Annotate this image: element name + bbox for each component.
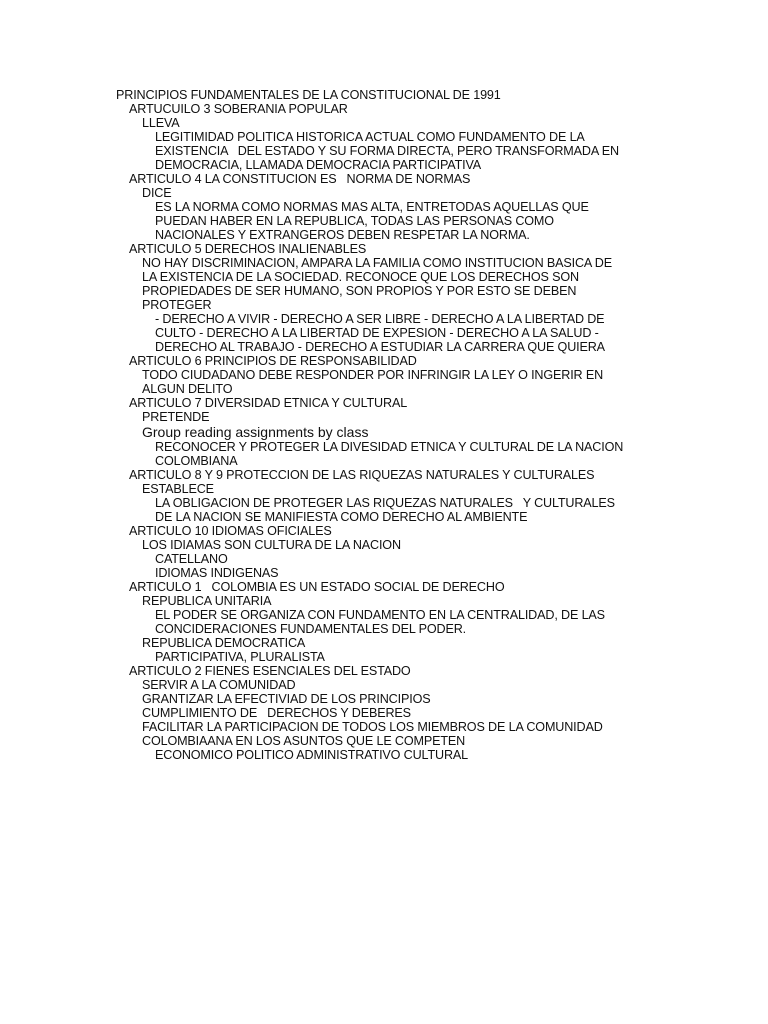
sub-heading: CUMPLIMIENTO DE DERECHOS Y DEBERES [142,706,411,720]
body-text: EXISTENCIA DEL ESTADO Y SU FORMA DIRECTA, PERO TRANSFORMADA EN [155,144,619,158]
sub-heading: DICE [142,186,172,200]
sub-heading: FACILITAR LA PARTICIPACION DE TODOS LOS MIEMBROS DE LA COMUNIDAD [142,720,603,734]
body-text: CULTO - DERECHO A LA LIBERTAD DE EXPESION - DERECHO A LA SALUD - [155,326,599,340]
doc-title: PRINCIPIOS FUNDAMENTALES DE LA CONSTITUCIONAL DE 1991 [116,88,501,102]
body-text: EL PODER SE ORGANIZA CON FUNDAMENTO EN LA CENTRALIDAD, DE LAS [155,608,605,622]
sub-heading: TODO CIUDADANO DEBE RESPONDER POR INFRINGIR LA LEY O INGERIR EN [142,368,604,382]
sub-heading: LLEVA [142,116,180,130]
body-text: - DERECHO A VIVIR - DERECHO A SER LIBRE - DERECHO A LA LIBERTAD DE [155,312,605,326]
body-text: IDIOMAS INDIGENAS [155,566,279,580]
sub-heading: GRANTIZAR LA EFECTIVIAD DE LOS PRINCIPIOS [142,692,431,706]
overlay-caption: Group reading assignments by class [142,424,369,440]
article-heading: ARTICULO 4 LA CONSTITUCION ES NORMA DE NORMAS [129,172,471,186]
body-text: NACIONALES Y EXTRANGEROS DEBEN RESPETAR LA NORMA. [155,228,530,242]
sub-heading: SERVIR A LA COMUNIDAD [142,678,296,692]
sub-heading: LOS IDIAMAS SON CULTURA DE LA NACION [142,538,401,552]
sub-heading: PRETENDE [142,410,210,424]
body-text: DEMOCRACIA, LLAMADA DEMOCRACIA PARTICIPATIVA [155,158,482,172]
body-text: CATELLANO [155,552,228,566]
body-text: PARTICIPATIVA, PLURALISTA [155,650,325,664]
article-heading: ARTICULO 5 DERECHOS INALIENABLES [129,242,367,256]
article-heading: ARTUCUILO 3 SOBERANIA POPULAR [129,102,348,116]
body-text: CONCIDERACIONES FUNDAMENTALES DEL PODER. [155,622,466,636]
body-text: ECONOMICO POLITICO ADMINISTRATIVO CULTURAL [155,748,469,762]
sub-heading: REPUBLICA DEMOCRATICA [142,636,306,650]
article-heading: ARTICULO 2 FIENES ESENCIALES DEL ESTADO [129,664,411,678]
body-text: DERECHO AL TRABAJO - DERECHO A ESTUDIAR LA CARRERA QUE QUIERA [155,340,605,354]
body-text: RECONOCER Y PROTEGER LA DIVESIDAD ETNICA Y CULTURAL DE LA NACION [155,440,624,454]
body-text: COLOMBIANA [155,454,238,468]
body-text: PUEDAN HABER EN LA REPUBLICA, TODAS LAS PERSONAS COMO [155,214,554,228]
sub-heading: ALGUN DELITO [142,382,233,396]
sub-heading: PROPIEDADES DE SER HUMANO, SON PROPIOS Y POR ESTO SE DEBEN [142,284,577,298]
article-heading: ARTICULO 10 IDIOMAS OFICIALES [129,524,332,538]
sub-heading: COLOMBIAANA EN LOS ASUNTOS QUE LE COMPETEN [142,734,466,748]
article-heading: ARTICULO 8 Y 9 PROTECCION DE LAS RIQUEZAS NATURALES Y CULTURALES [129,468,595,482]
sub-heading: NO HAY DISCRIMINACION, AMPARA LA FAMILIA COMO INSTITUCION BASICA DE [142,256,613,270]
body-text: LA OBLIGACION DE PROTEGER LAS RIQUEZAS NATURALES Y CULTURALES [155,496,615,510]
body-text: LEGITIMIDAD POLITICA HISTORICA ACTUAL COMO FUNDAMENTO DE LA [155,130,585,144]
sub-heading: ESTABLECE [142,482,214,496]
sub-heading: PROTEGER [142,298,212,312]
article-heading: ARTICULO 1 COLOMBIA ES UN ESTADO SOCIAL DE DERECHO [129,580,505,594]
article-heading: ARTICULO 7 DIVERSIDAD ETNICA Y CULTURAL [129,396,408,410]
article-heading: ARTICULO 6 PRINCIPIOS DE RESPONSABILIDAD [129,354,417,368]
body-text: ES LA NORMA COMO NORMAS MAS ALTA, ENTRETODAS AQUELLAS QUE [155,200,589,214]
sub-heading: REPUBLICA UNITARIA [142,594,272,608]
body-text: DE LA NACION SE MANIFIESTA COMO DERECHO AL AMBIENTE [155,510,528,524]
sub-heading: LA EXISTENCIA DE LA SOCIEDAD. RECONOCE QUE LOS DERECHOS SON [142,270,579,284]
